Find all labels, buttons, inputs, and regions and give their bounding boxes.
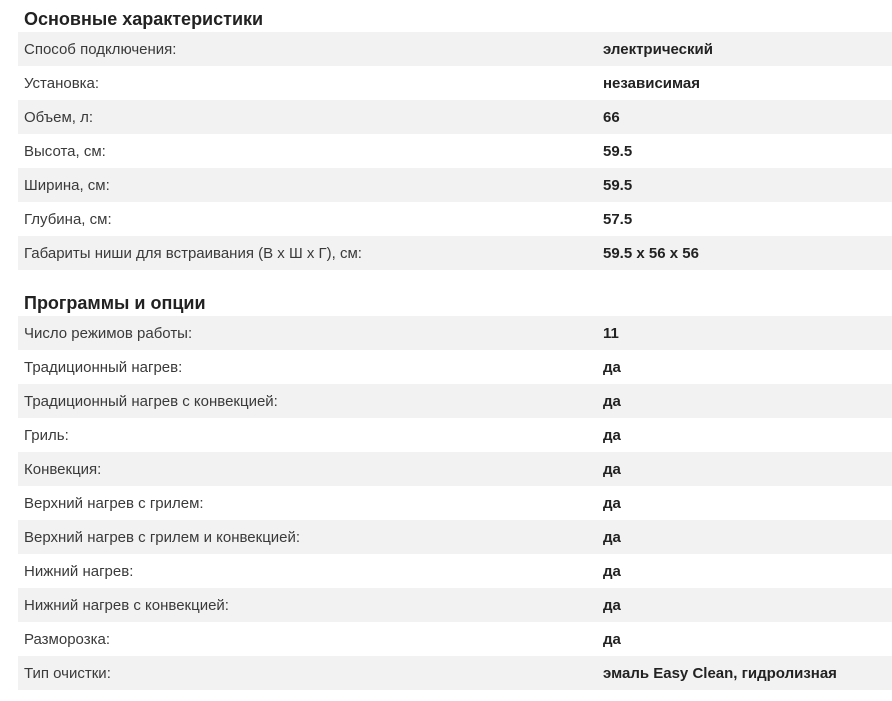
spec-row-cleaning-type (18, 656, 892, 690)
spec-label: Нижний нагрев: (24, 562, 134, 580)
spec-row-niche-dimensions (18, 236, 892, 270)
spec-row-traditional-convection (18, 384, 892, 418)
spec-label: Установка: (24, 74, 100, 92)
spec-table-main (18, 32, 892, 270)
spec-value: 57.5 (603, 210, 633, 228)
spec-value: да (603, 392, 621, 410)
spec-label: Верхний нагрев с грилем и конвекцией: (24, 528, 301, 546)
spec-label: Высота, см: (24, 142, 106, 160)
spec-row-grill (18, 418, 892, 452)
spec-value: 11 (603, 324, 619, 342)
spec-value: да (603, 460, 621, 478)
spec-label: Ширина, см: (24, 176, 110, 194)
spec-row-convection (18, 452, 892, 486)
section-title-programs-options: Программы и опции (24, 293, 206, 313)
spec-row-traditional-heating (18, 350, 892, 384)
spec-value: 59.5 (603, 142, 633, 160)
spec-value: да (603, 426, 621, 444)
spec-value: 59.5 (603, 176, 633, 194)
spec-row-top-heat-grill (18, 486, 892, 520)
spec-value: да (603, 562, 621, 580)
spec-row-installation (18, 66, 892, 100)
section-title-main-specs: Основные характеристики (24, 9, 264, 29)
spec-label: Конвекция: (24, 460, 102, 478)
spec-value: независимая (603, 74, 701, 92)
spec-label: Разморозка: (24, 630, 111, 648)
spec-table-programs (18, 316, 892, 690)
spec-value: 59.5 х 56 х 56 (603, 244, 699, 262)
spec-label: Традиционный нагрев: (24, 358, 183, 376)
spec-value: электрический (603, 40, 713, 58)
spec-value: да (603, 528, 621, 546)
spec-row-width (18, 168, 892, 202)
spec-value: да (603, 596, 621, 614)
spec-row-depth (18, 202, 892, 236)
spec-label: Тип очистки: (24, 664, 111, 682)
spec-row-bottom-heat-convection (18, 588, 892, 622)
spec-row-connection-type (18, 32, 892, 66)
spec-value: 66 (603, 108, 620, 126)
spec-label: Глубина, см: (24, 210, 112, 228)
spec-value: да (603, 358, 621, 376)
spec-row-top-heat-grill-convection (18, 520, 892, 554)
spec-value: да (603, 494, 621, 512)
spec-row-height (18, 134, 892, 168)
spec-row-defrost (18, 622, 892, 656)
spec-label: Объем, л: (24, 108, 94, 126)
spec-label: Число режимов работы: (24, 324, 193, 342)
spec-row-modes-count (18, 316, 892, 350)
spec-label: Гриль: (24, 426, 69, 444)
spec-label: Традиционный нагрев с конвекцией: (24, 392, 278, 410)
spec-label: Верхний нагрев с грилем: (24, 494, 204, 512)
spec-row-bottom-heat (18, 554, 892, 588)
spec-value: эмаль Easy Clean, гидролизная (603, 664, 837, 682)
spec-label: Нижний нагрев с конвекцией: (24, 596, 229, 614)
spec-label: Способ подключения: (24, 40, 177, 58)
spec-value: да (603, 630, 621, 648)
spec-label: Габариты ниши для встраивания (В х Ш х Г), см: (24, 244, 362, 262)
spec-row-volume (18, 100, 892, 134)
